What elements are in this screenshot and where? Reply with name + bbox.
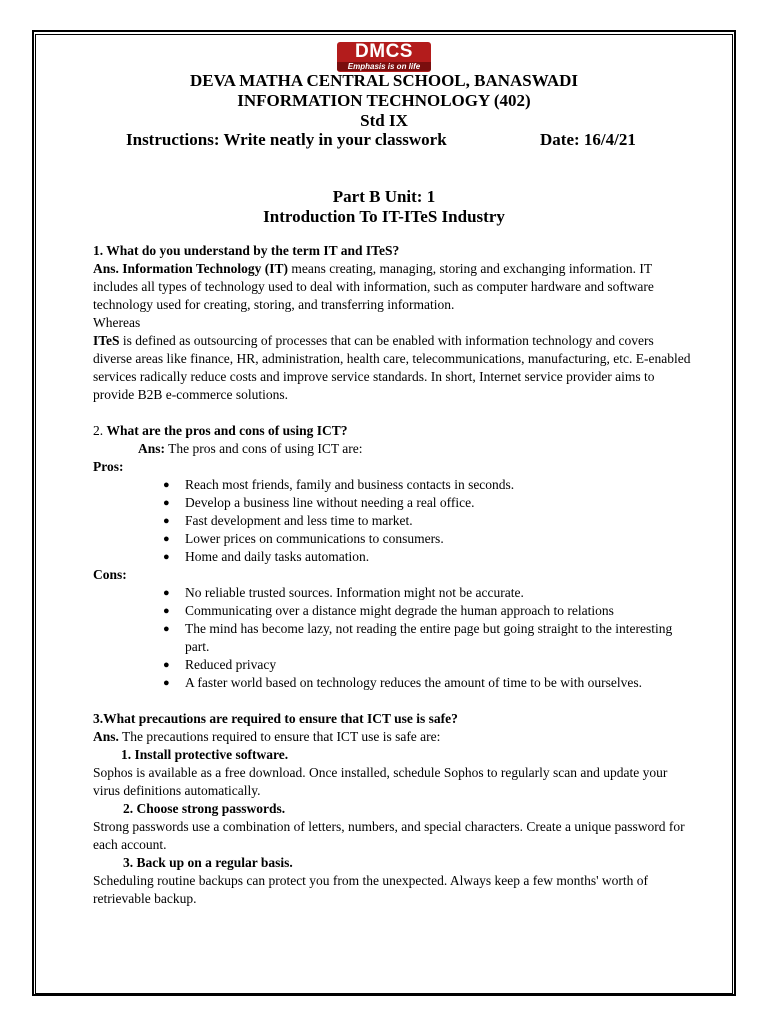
- q1-whereas: Whereas: [93, 315, 141, 330]
- q2-answer: Ans: The pros and cons of using ICT are:: [138, 441, 363, 456]
- precaution-heading: 2. Choose strong passwords.: [123, 801, 286, 816]
- precaution-heading: 1. Install protective software.: [121, 747, 289, 762]
- standard-label: Std IX: [360, 111, 408, 130]
- list-item: ● Communicating over a distance might degrade the human approach to relations: [185, 602, 693, 620]
- q2-question: 2. What are the pros and cons of using ICT?: [93, 423, 348, 438]
- q3-question: 3.What precautions are required to ensure that ICT use is safe?: [93, 711, 458, 726]
- cons-label: Cons:: [93, 567, 127, 582]
- school-name: DEVA MATHA CENTRAL SCHOOL, BANASWADI: [189, 71, 579, 90]
- pros-list: [93, 476, 693, 566]
- date-label: Date: 16/4/21: [540, 130, 636, 149]
- precaution-heading: 3. Back up on a regular basis.: [123, 855, 293, 870]
- cons-list: [93, 584, 693, 692]
- worksheet-content: [93, 242, 693, 908]
- school-logo: [337, 42, 431, 72]
- list-item: ● Reach most friends, family and business contacts in seconds.: [185, 476, 693, 494]
- q3-answer: Ans. The precautions required to ensure that ICT use is safe are:: [93, 729, 441, 744]
- list-item: ● Lower prices on communications to consumers.: [185, 530, 693, 548]
- list-item: ● The mind has become lazy, not reading the entire page but going straight to the interesting part.: [185, 620, 693, 656]
- logo-tagline: Emphasis is on life: [337, 62, 431, 71]
- list-item: ● Home and daily tasks automation.: [185, 548, 693, 566]
- precaution-text: Scheduling routine backups can protect you from the unexpected. Always keep a few months' worth of retrievable backup.: [93, 873, 649, 906]
- list-item: ● A faster world based on technology reduces the amount of time to be with ourselves.: [185, 674, 693, 692]
- list-item: ● Develop a business line without needing a real office.: [185, 494, 693, 512]
- pros-label: Pros:: [93, 459, 124, 474]
- precaution-text: Sophos is available as a free download. Once installed, schedule Sophos to regularly scan and update your virus definitions automatically.: [93, 765, 668, 798]
- logo-text: DMCS: [355, 42, 413, 62]
- precaution-text: Strong passwords use a combination of letters, numbers, and special characters. Create a unique password for each account.: [93, 819, 685, 852]
- q1-answer-ites: ITeS is defined as outsourcing of processes that can be enabled with information technology and covers diverse areas like finance, HR, administration, health care, telecommunications, manufacturing, etc. E-enabled services radically reduce costs and improve service standards. In short, Internet service provider aims to provide B2B e-commerce solutions.: [93, 333, 691, 402]
- q1-answer-it: Ans. Information Technology (IT) means creating, managing, storing and exchanging information. IT includes all types of technology used to deal with information, such as computer hardware and software technology used for creating, storing, and transferring information.: [93, 261, 654, 312]
- subject-title: INFORMATION TECHNOLOGY (402): [237, 91, 531, 110]
- list-item: ● No reliable trusted sources. Information might not be accurate.: [185, 584, 693, 602]
- unit-title: Introduction To IT-ITeS Industry: [263, 207, 505, 226]
- part-unit-heading: Part B Unit: 1: [332, 187, 436, 206]
- q1-question: 1. What do you understand by the term IT and ITeS?: [93, 243, 400, 258]
- instructions: Instructions: Write neatly in your classwork: [126, 130, 447, 149]
- list-item: ● Reduced privacy: [185, 656, 693, 674]
- list-item: ● Fast development and less time to market.: [185, 512, 693, 530]
